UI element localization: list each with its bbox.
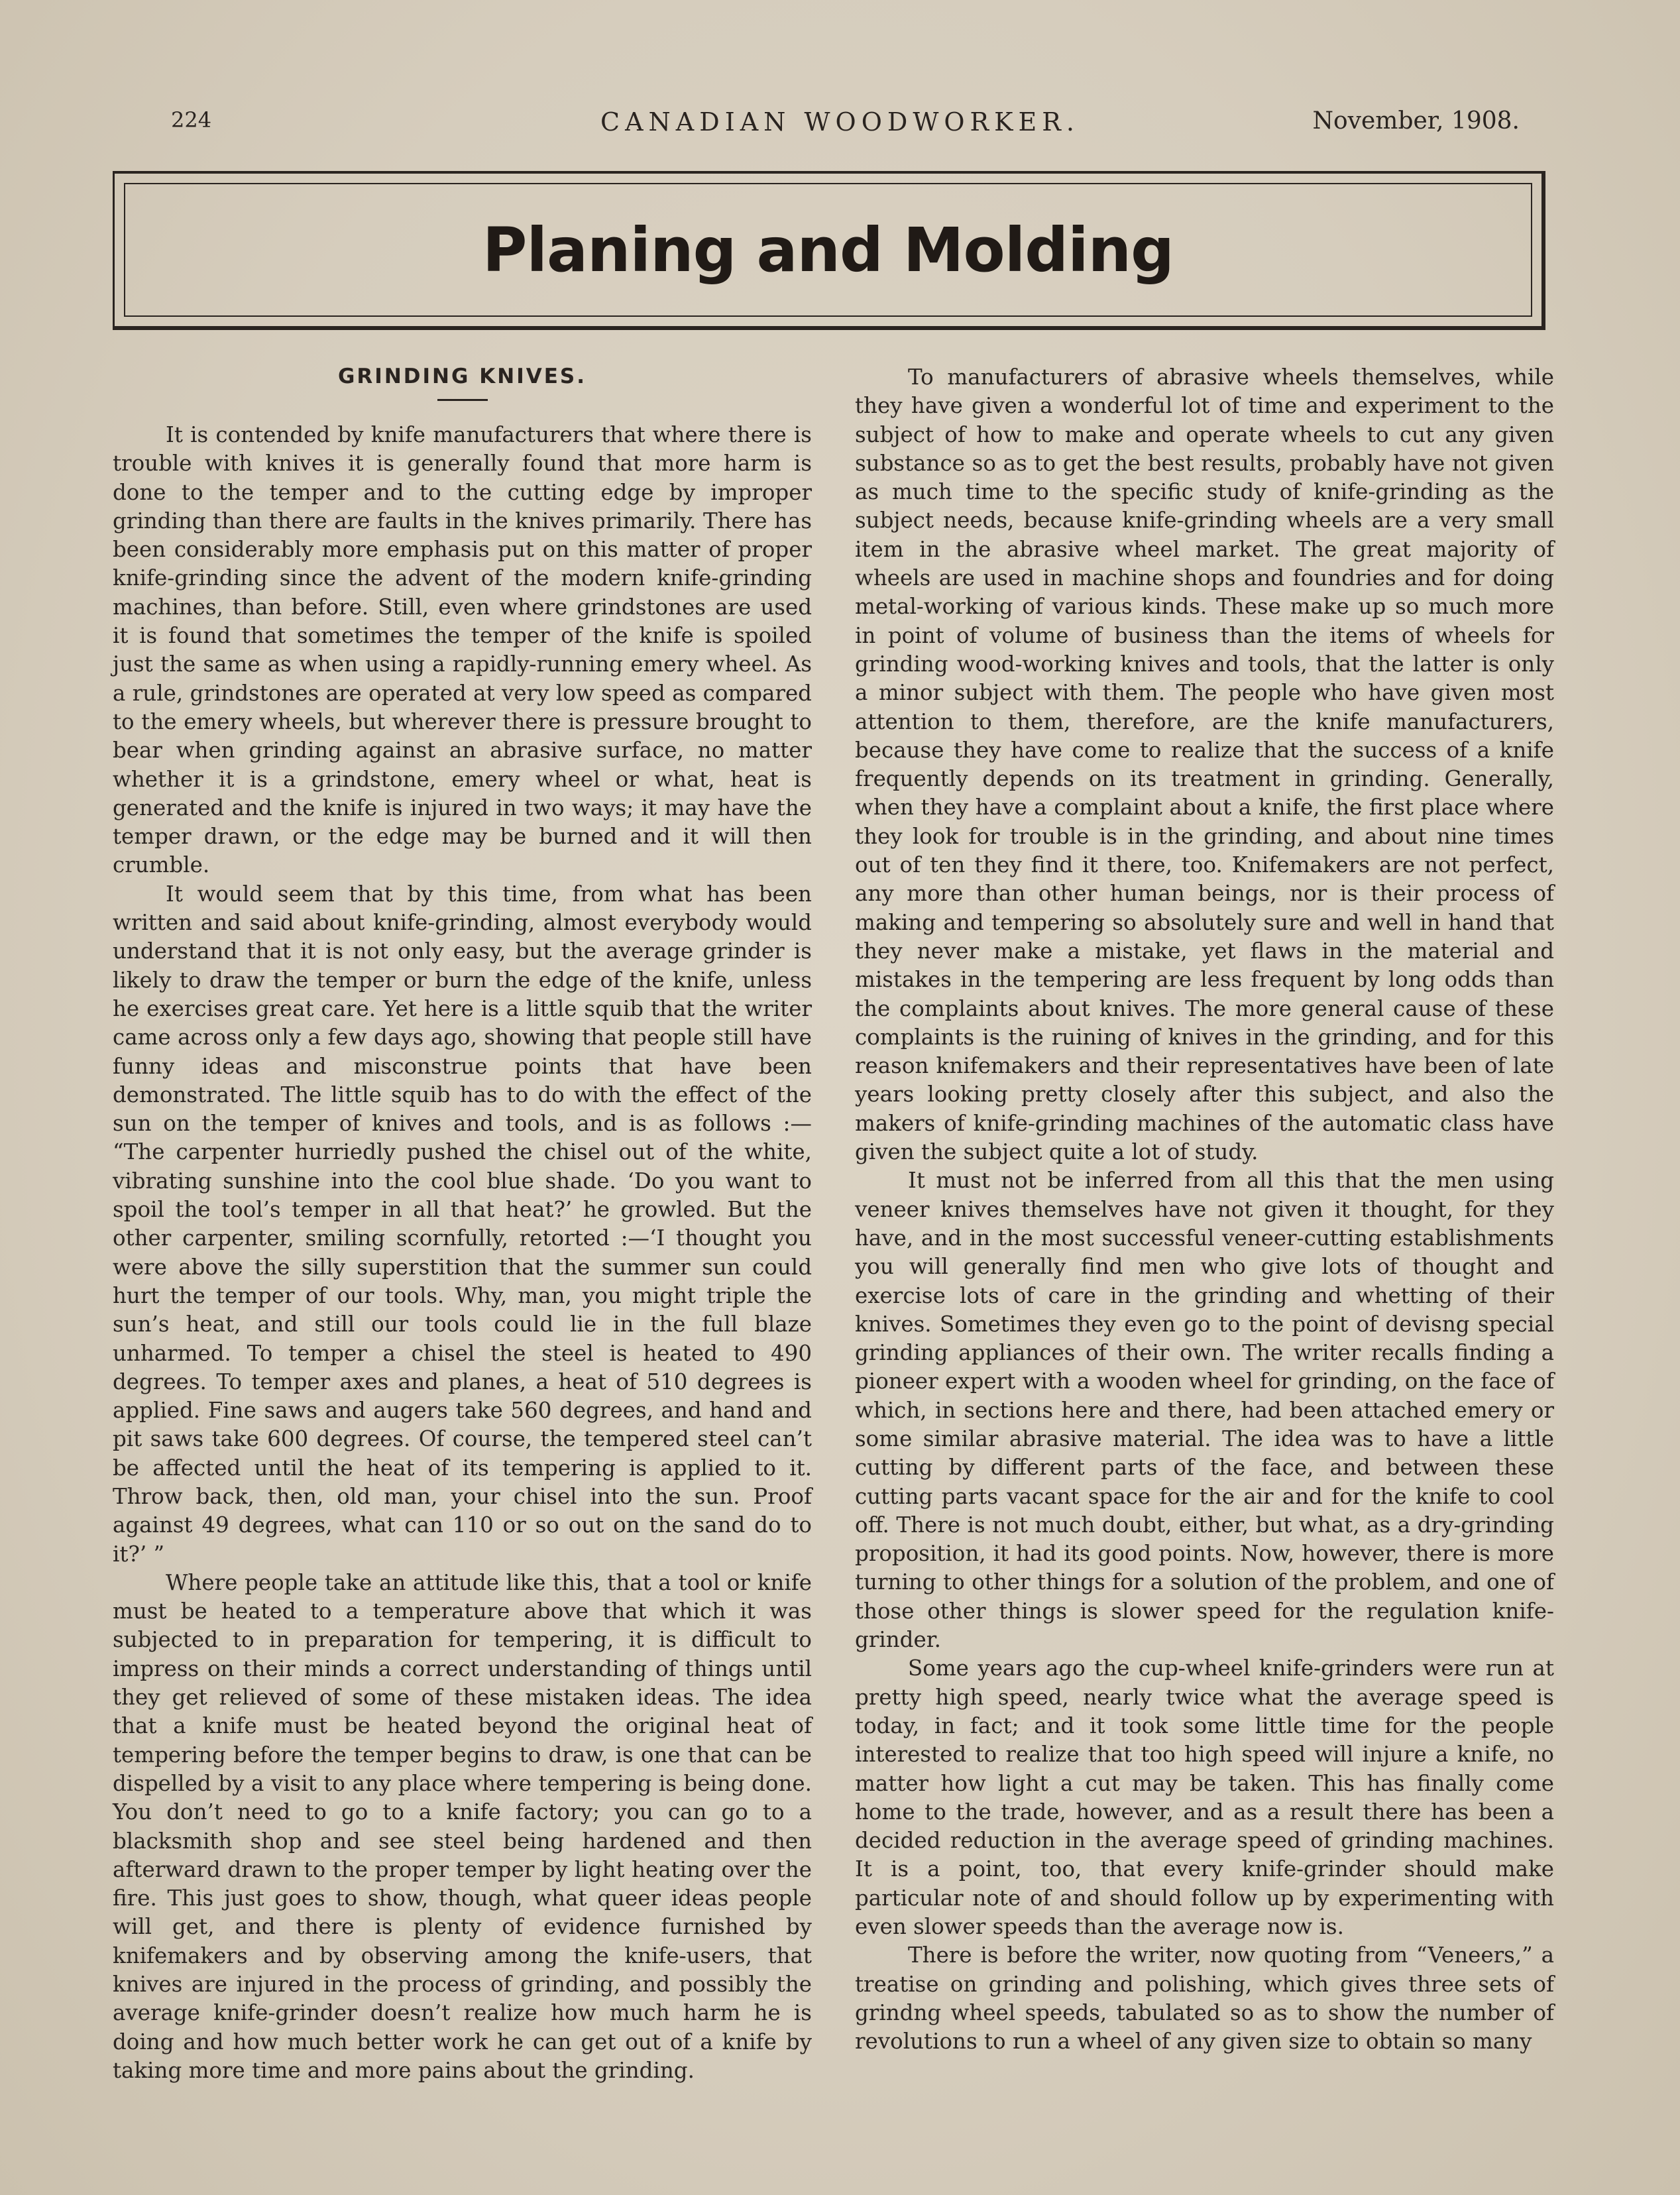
- heading-rule: [437, 399, 488, 401]
- section-title: Planing and Molding: [482, 214, 1174, 286]
- journal-name: CANADIAN WOODWORKER.: [600, 107, 1080, 137]
- paragraph: It must not be inferred from all this that the men using veneer knives themselves have not given it thought, for they have, and in the most successful veneer-cutting establishments you will generally find men who give lots of thought and exercise lots of care in the grinding and whetting of their knives. Sometimes they even go to the point of devisng special grinding appliances of their own. The writer recalls finding a pioneer expert with a wooden wheel for grinding, on the face of which, in sections here and there, had been attached emery or some similar abrasive material. The idea was to have a little cutting by different parts of the face, and between these cutting parts vacant space for the air and for the knife to cool off. There is not much doubt, either, but what, as a dry-grinding proposition, it had its good points. Now, however, there is more turning to other things for a solution of the problem, and one of those other things is slower speed for the regulation knife-grinder.: [855, 1168, 1554, 1653]
- paragraph: Where people take an attitude like this, that a tool or knife must be heated to a temperature above that which it was subjected to in preparation for tempering, it is difficult to impress on their minds a correct understanding of things until they get relieved of some of these mistaken ideas. The idea that a knife must be heated beyond the original heat of tempering before the temper begins to draw, is one that can be dispelled by a visit to any place where tempering is being done. You don’t need to go to a knife factory; you can go to a blacksmith shop and see steel being hardened and then afterward drawn to the proper temper by light heating over the fire. This just goes to show, though, what queer ideas people will get, and there is plenty of evidence furnished by knifemakers and by observing among the knife-users, that knives are injured in the process of grinding, and possibly the average knife-grinder doesn’t realize how much harm he is doing and how much better work he can get out of a knife by taking more time and more pains about the grinding.: [113, 1569, 812, 2083]
- paragraph: To manufacturers of abrasive wheels themselves, while they have given a wonderful lot of time and experiment to the subject of how to make and operate wheels to cut any given substance so as to get the best results, probably have not given as much time to the specific study of knife-grinding as the subject needs, because knife-grinding wheels are a very small item in the abrasive wheel market. The great majority of wheels are used in machine shops and foundries and for doing metal-working of various kinds. These make up so much more in point of volume of business than the items of wheels for grinding wood-working knives and tools, that the latter is only a minor subject with them. The people who have given most attention to them, therefore, are the knife manufacturers, because they have come to realize that the success of a knife frequently depends on its treatment in grinding. Generally, when they have a complaint about a knife, the first place where they look for trouble is in the grinding, and about nine times out of ten they find it there, too. Knifemakers are not perfect, any more than other human beings, nor is their process of making and tempering so absolutely sure and well in hand that they never make a mistake, yet flaws in the material and mistakes in the tempering are less frequent by long odds than the complaints about knives. The more general cause of these complaints is the ruining of knives in the grinding, and for this reason knifemakers and their representatives have been of late years looking pretty closely after this subject, and also the makers of knife-grinding machines of the automatic class have given the subject quite a lot of study.: [855, 365, 1554, 1165]
- paragraph: Some years ago the cup-wheel knife-grinders were run at pretty high speed, nearly twice what the average speed is today, in fact; and it took some little time for the people interested to realize that too high speed will injure a knife, no matter how light a cut may be taken. This has finally come home to the trade, however, and as a result there has been a decided reduction in the average speed of grinding machines. It is a point, too, that every knife-grinder should make particular note of and should follow up by experimenting with even slower speeds than the average now is.: [855, 1656, 1554, 1940]
- right-column: [855, 363, 1554, 2129]
- running-head: [0, 107, 1680, 147]
- paragraph: It would seem that by this time, from what has been written and said about knife-grinding, almost everybody would understand that it is not only easy, but the average grinder is likely to draw the temper or burn the edge of the knife, unless he exercises great care. Yet here is a little squib that the writer came across only a few days ago, showing that people still have funny ideas and misconstrue points that have been demonstrated. The little squib has to do with the effect of the sun on the temper of knives and tools, and is as follows :— “The carpenter hurriedly pushed the chisel out of the white, vibrating sunshine into the cool blue shade. ‘Do you want to spoil the tool’s temper in all that heat?’ he growled. But the other carpenter, smiling scornfully, retorted :—‘I thought you were above the silly superstition that the summer sun could hurt the temper of our tools. Why, man, you might triple the sun’s heat, and still our tools could lie in the full blaze unharmed. To temper a chisel the steel is heated to 490 degrees. To temper axes and planes, a heat of 510 degrees is applied. Fine saws and augers take 560 degrees, and hand and pit saws take 600 degrees. Of course, the tempered steel can’t be affected until the heat of its tempering is applied to it. Throw back, then, old man, your chisel into the sun. Proof against 49 degrees, what can 110 or so out on the sand do to it?’ ”: [113, 881, 812, 1567]
- section-title-box: [113, 171, 1545, 330]
- paragraph: There is before the writer, now quoting from “Veneers,” a treatise on grinding and polishing, which gives three sets of grindng wheel speeds, tabulated so as to show the number of revolutions to run a wheel of any given size to obtain so many: [855, 1942, 1554, 2054]
- left-column: [113, 363, 812, 2129]
- section-title-frame: [124, 183, 1532, 317]
- issue-date: November, 1908.: [1312, 107, 1520, 135]
- paragraph: It is contended by knife manufacturers that where there is trouble with knives it is generally found that more harm is done to the temper and to the cutting edge by improper grinding than there are faults in the knives primarily. There has been considerably more emphasis put on this matter of proper knife-grinding since the advent of the modern knife-grinding machines, than before. Still, even where grindstones are used it is found that sometimes the temper of the knife is spoiled just the same as when using a rapidly-running emery wheel. As a rule, grindstones are operated at very low speed as compared to the emery wheels, but wherever there is pressure brought to bear when grinding against an abrasive surface, no matter whether it is a grindstone, emery wheel or what, heat is generated and the knife is injured in two ways; it may have the temper drawn, or the edge may be burned and it will then crumble.: [113, 422, 812, 878]
- article-heading: GRINDING KNIVES.: [337, 365, 587, 388]
- page-number: 224: [171, 107, 212, 133]
